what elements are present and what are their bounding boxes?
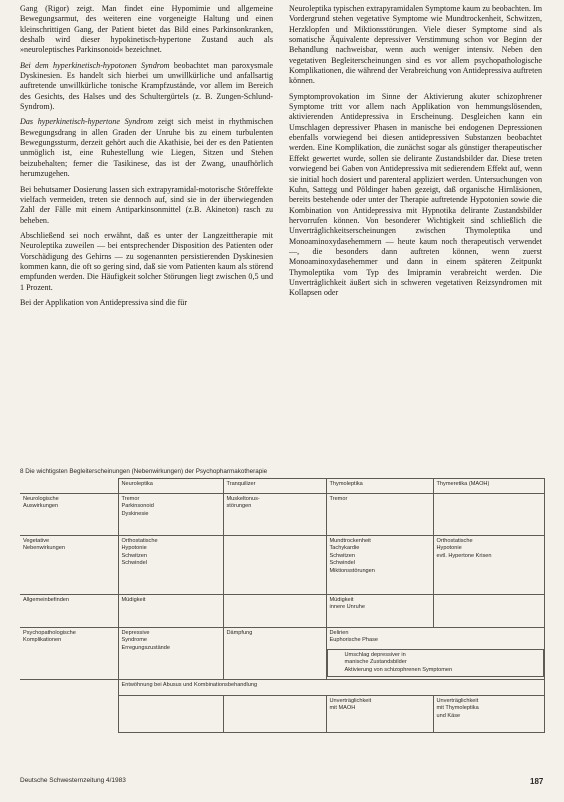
column-header: Thymoleptika bbox=[326, 479, 433, 494]
cell-line: Miktionsstörungen bbox=[329, 567, 375, 574]
side-effects-table bbox=[20, 478, 545, 733]
cell-line: mit Thymoleptika bbox=[436, 705, 479, 712]
table-row bbox=[20, 536, 544, 595]
row-label bbox=[20, 494, 118, 536]
table-cell bbox=[223, 696, 326, 733]
cell-line: mit MAOH bbox=[329, 705, 356, 712]
cell-line: Muskeltonus- bbox=[226, 496, 260, 502]
table-row bbox=[20, 696, 544, 733]
journal-footer: Deutsche Schwesternzeitung 4/1983 bbox=[20, 777, 126, 784]
table-cell bbox=[433, 536, 544, 595]
cell-line: Aktivierung von schizophrenen Symptomen bbox=[344, 666, 453, 673]
paragraph-body: beobachtet man paroxysmale Dyskinesien. Es handelt sich hierbei um unwillkürliche und anfallsartig auftretende unwillkürliche tonische Krampfzustände, vor allem im Bereich des Gesichts, des Halses und des Schultergürtels (z. B. Zungen-Schlund-Syndrom). bbox=[20, 60, 273, 112]
paragraph bbox=[20, 61, 273, 113]
table-cell bbox=[118, 536, 223, 595]
table-cell bbox=[326, 696, 433, 733]
cell-line: Hypotonie bbox=[121, 545, 147, 552]
cell-line: Hypotonie bbox=[436, 545, 462, 552]
cell-line: Dyskinesie bbox=[121, 510, 149, 517]
table-cell bbox=[326, 595, 433, 628]
row-label bbox=[20, 628, 118, 680]
cell-line: Syndrome bbox=[121, 637, 147, 644]
cell-line: Depressive bbox=[121, 630, 150, 636]
table-cell bbox=[118, 494, 223, 536]
table-cell bbox=[118, 628, 223, 680]
column-header: Neuroleptika bbox=[118, 479, 223, 494]
table-cell bbox=[118, 696, 223, 733]
column-header: Thymeretika (MAOH) bbox=[433, 479, 544, 494]
shared-row-cell: Entwöhnung bei Abusus und Kombinationsbehandlung bbox=[118, 680, 544, 696]
paragraph-body: zeigt sich meist in rhythmischen Bewegungsdrang in allen Graden der Unruhe bis zu einem turbulenten Bewegungssturm, derzeit gehört auch die Akathisie, bei der es den Patienten unmöglich ist, eine Ruhestellung wie Liegen, Sitzen und Stehen beizubehalten; ferner die Tasikinese, das ist der Zwang, unaufhörlich herumzugehen. bbox=[20, 117, 273, 179]
cell-line: störungen bbox=[226, 503, 252, 510]
cell-line: Müdigkeit bbox=[121, 597, 146, 603]
cell-line: manische Zustandsbilder bbox=[344, 659, 407, 666]
table-row bbox=[20, 494, 544, 536]
table-cell bbox=[223, 595, 326, 628]
cell-line: Schwindel bbox=[121, 560, 147, 567]
row-label-line: Psychopathologische bbox=[23, 630, 76, 636]
table-row bbox=[20, 680, 544, 696]
cell-line: Schwindel bbox=[329, 560, 355, 567]
page-number: 187 bbox=[530, 777, 544, 786]
right-text-column bbox=[289, 4, 542, 304]
paragraph: Abschließend sei noch erwähnt, daß es unter der Langzeittherapie mit Neuroleptika zuweilen — bei entsprechender Disposition des Patienten oder Vorschädigung des Gehirns — zu sogenannten persistierenden Dyskinesien kommen kann, die oft so gering sind, daß sie vom Patienten kaum als störend empfunden werden. Die Häufigkeit solcher Störungen liegt zwischen 0,5 und 1 Prozent. bbox=[20, 230, 273, 292]
cell-line: innere Unruhe bbox=[329, 604, 365, 611]
table-cell bbox=[433, 595, 544, 628]
shared-complication-box bbox=[327, 649, 544, 677]
table-cell-span bbox=[326, 628, 544, 680]
cell-line: Dämpfung bbox=[226, 630, 253, 636]
table-row bbox=[20, 628, 544, 680]
paragraph: Bei behutsamer Dosierung lassen sich extrapyramidal-motorische Störeffekte vielfach vermeiden, treten sie dennoch auf, sind sie in der überwiegenden Zahl der Fälle mit einem Antiparkinsonmittel (z.B. Akineton) rasch zu beheben. bbox=[20, 184, 273, 225]
cell-line: Orthostatische bbox=[121, 538, 158, 544]
left-text-column bbox=[20, 4, 273, 313]
italic-term: Bei dem hyperkinetisch-hypotonen Syndrom bbox=[20, 60, 170, 70]
cell-line: Schwitzen bbox=[121, 552, 147, 559]
cell-line: und Käse bbox=[436, 712, 461, 719]
row-label bbox=[20, 680, 118, 696]
cell-line: Erregungszustände bbox=[121, 644, 171, 651]
cell-line: Euphorische Phase bbox=[329, 637, 379, 644]
row-label bbox=[20, 696, 118, 733]
cell-line: Tremor bbox=[329, 496, 348, 502]
cell-line: Orthostatische bbox=[436, 538, 473, 544]
row-label-line: Komplikationen bbox=[23, 637, 62, 644]
cell-line: Tremor bbox=[121, 496, 140, 502]
cell-line: Umschlag depressiver in bbox=[344, 651, 406, 658]
cell-line: Tachykardie bbox=[329, 545, 360, 552]
table-cell bbox=[326, 494, 433, 536]
paragraph: Neuroleptika typischen extrapyramidalen Symptome kaum zu beobachten. Im Vordergrund stehen vegetative Symptome wie Mundtrockenheit, Schwitzen, Herzklopfen und Miktionsstörungen. Viele dieser Symptome sind als somatische Äquivalente depressiver Verstimmung schon vor Beginn der Behandlung nachweisbar, wenn auch weniger intensiv. Neben den vegetativen Begleiterscheinungen sind es vor allem psychopathologische Komplikationen, die während der Verabreichung von Antidepressiva auftreten können. bbox=[289, 4, 542, 86]
table-corner bbox=[20, 479, 118, 494]
table-cell bbox=[223, 536, 326, 595]
table-caption: 8 Die wichtigsten Begleiterscheinungen (Nebenwirkungen) der Psychopharmakotherapie bbox=[20, 468, 268, 475]
cell-line: Unverträglichkeit bbox=[329, 698, 372, 705]
column-header: Tranquilizer bbox=[223, 479, 326, 494]
table-header-row bbox=[20, 479, 544, 494]
paragraph: Gang (Rigor) zeigt. Man findet eine Hypomimie und allgemeine Bewegungsarmut, des weiteren eine vorgeneigte Haltung und einen kleinschrittigen Gang, der Patient bietet das Bild eines Parkinsonkranken, deshalb wird dieser hypokinetisch-hypertone Zustand auch als »neuroleptisches Parkinsonoid« bezeichnet. bbox=[20, 4, 273, 55]
table-cell bbox=[118, 595, 223, 628]
row-label bbox=[20, 595, 118, 628]
cell-line: Müdigkeit bbox=[329, 597, 354, 603]
row-label-line: Allgemeinbefinden bbox=[23, 597, 70, 603]
cell-line: evtl. Hypertone Krisen bbox=[436, 552, 492, 559]
table-cell bbox=[433, 696, 544, 733]
table-cell bbox=[223, 628, 326, 680]
row-label-line: Nebenwirkungen bbox=[23, 545, 65, 552]
cell-line: Parkinsonoid bbox=[121, 503, 154, 510]
cell-line: Unverträglichkeit bbox=[436, 698, 479, 705]
table-row bbox=[20, 595, 544, 628]
table-cell bbox=[223, 494, 326, 536]
table-cell bbox=[433, 494, 544, 536]
paragraph: Bei der Applikation von Antidepressiva sind die für bbox=[20, 297, 188, 307]
cell-line: Delirien bbox=[329, 630, 349, 636]
italic-term: Das hyperkinetisch-hypertone Syndrom bbox=[20, 117, 154, 127]
row-label-line: Neurologische bbox=[23, 496, 59, 502]
table-cell bbox=[326, 536, 433, 595]
row-label-line: Auswirkungen bbox=[23, 503, 59, 510]
row-label-line: Vegetative bbox=[23, 538, 50, 544]
cell-line: Schwitzen bbox=[329, 552, 355, 559]
row-label bbox=[20, 536, 118, 595]
cell-line: Mundtrockenheit bbox=[329, 538, 371, 544]
paragraph bbox=[20, 117, 273, 179]
paragraph: Symptomprovokation im Sinne der Aktivierung akuter schizophrener Symptome tritt vor allem nach Applikation von hemmungslösenden, aktivierenden Antidepressiva in Erscheinung. Desgleichen kann ein Umschlagen depressiver Phasen in manische bei endogenen Depressionen ebenfalls vorwiegend bei diesen antidepressiven Substanzen beobachtet werden. Eine Komplikation, die zunächst sogar als günstiger therapeutischer Effekt gewertet wurde, sollen sie delirante Zustandsbilder dar. Diese treten vorwiegend bei Gaben von Antidepressiva mit sedierendem Effekt auf, wenn sie initial hoch dosiert und parenteral appliziert werden. Untersuchungen von Kuhn, Sattegg und Pöldinger haben gezeigt, daß organische Hirnläsionen, bereits bestehende oder unter der Therapie auftretende Hypotonien sowie die Kombination von Antidepressiva mit Hypnotika delirante Zustandsbilder hervorrufen können. Von besonderer Wichtigkeit sind schließlich die Unverträglichkeitserscheinungen zwischen Thymoleptika und Monoaminoxydasehemmern — heute kaum noch therapeutisch verwendet —, die besonders dann auftreten können, wenn zuerst Monoaminoxydasehemmer und dann in einem späteren Zeitpunkt Thymoleptika vom Typ des Imipramin verabreicht werden. Die Unverträglichkeit äußert sich in schweren vegetativen Reizsyndromen mit Kollapsen oder bbox=[289, 91, 542, 298]
